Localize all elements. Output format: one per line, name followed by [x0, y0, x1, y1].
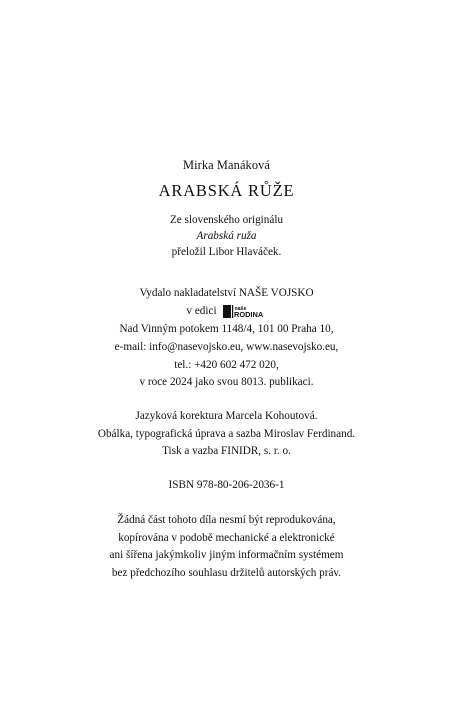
publisher-phone: tel.: +420 602 472 020, [174, 359, 279, 371]
author-name: Mirka Manáková [182, 158, 271, 172]
rights-line-1: Žádná část tohoto díla nesmí být reprodukována, [117, 514, 336, 526]
rights-line-2: kopírována v podobě mechanické a elektronické [118, 532, 335, 544]
publication-year-note: v roce 2024 jako svou 8013. publikaci. [139, 376, 314, 388]
design-credit: Obálka, typografická úprava a sazba Miroslav Ferdinand. [97, 428, 356, 440]
book-title: ARABSKÁ RŮŽE [158, 181, 295, 200]
publisher-line: Vydalo nakladatelství NAŠE VOJSKO [139, 287, 314, 299]
edition-prefix: v edici [186, 305, 217, 317]
edition-line [0, 304, 453, 318]
publisher-email: e-mail: info@nasevojsko.eu, www.nasevojsko.eu, [114, 341, 339, 353]
publisher-address: Nad Vinným potokem 1148/4, 101 00 Praha 10, [119, 323, 334, 335]
isbn: ISBN 978-80-206-2036-1 [168, 479, 285, 491]
nase-rodina-logo [223, 305, 267, 318]
original-title: Arabská ruža [196, 230, 257, 242]
print-credit: Tisk a vazba FINIDR, s. r. o. [162, 445, 291, 457]
rights-line-3: ani šířena jakýmkoliv jiným informačním systémem [109, 549, 344, 561]
rights-line-4: bez předchozího souhlasu držitelů autorských práv. [111, 567, 342, 579]
svg-text:naše: naše [234, 305, 246, 312]
original-language-note: Ze slovenského originálu [169, 214, 284, 226]
proofreading-credit: Jazyková korektura Marcela Kohoutová. [135, 410, 318, 422]
translator-note: přeložil Libor Hlaváček. [171, 246, 282, 258]
svg-text:RODINA: RODINA [233, 309, 263, 318]
